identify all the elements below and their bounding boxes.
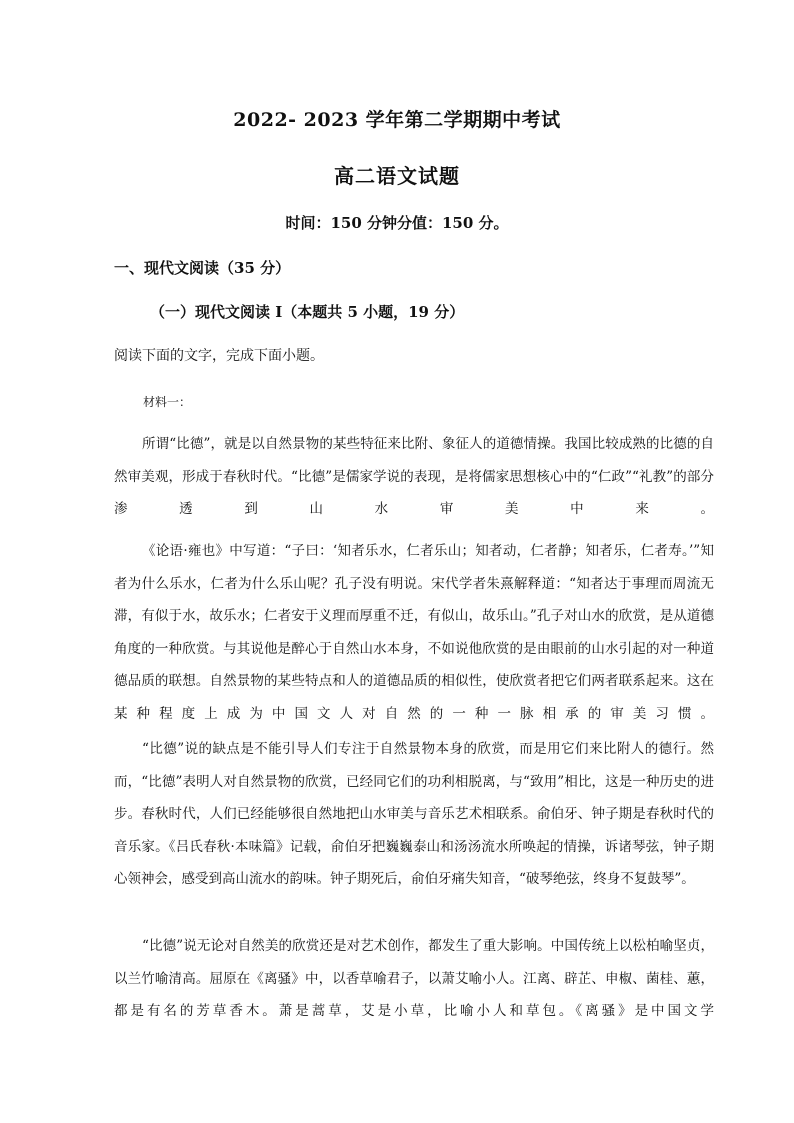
material-paragraph: “比德”说的缺点是不能引导人们专注于自然景物本身的欣赏，而是用它们来比附人的德行。然而，“比德”表明人对自然景物的欣赏，已经同它们的功利相脱离，与“致用”相比，这是一种历史的进步。春秋时代，人们已经能够很自然地把山水审美与音乐艺术相联系。俞伯牙、钟子期是春秋时代的音乐家。《吕氏春秋·本味篇》记载，俞伯牙把巍巍泰山和汤汤流水所唤起的情操，诉诸琴弦，钟子期心领神会，感受到高山流水的韵味。钟子期死后，俞伯牙痛失知音，“破琴绝弦，终身不复鼓琴”。 xyxy=(114,741,714,887)
material-paragraph: 《论语·雍也》中写道：“子曰：‘知者乐水，仁者乐山；知者动，仁者静；知者乐，仁者寿。’”知者为什么乐水，仁者为什么乐山呢？孔子没有明说。宋代学者朱熹解释道：“知者达于事理而周流无滞，有似于水，故乐水；仁者安于义理而厚重不迁，有似山，故乐山。”孔子对山水的欣赏，是从道德角度的一种欣赏。与其说他是醉心于自然山水本身，不如说他欣赏的是由眼前的山水引起的对一种道德品质的联想。自然景物的某些特点和人的道德品质的相似性，使欣赏者把它们两者联系起来。这在某种程度上成为中国文人对自然的一种一脉相承的审美习惯。 xyxy=(114,543,714,722)
exam-subject: 高二语文试题 xyxy=(334,164,460,188)
subsection-heading: （一）现代文阅读 I（本题共 5 小题，19 分） xyxy=(150,303,465,321)
section-heading: 一、现代文阅读（35 分） xyxy=(114,259,291,277)
material-paragraph: “比德”说无论对自然美的欣赏还是对艺术创作，都发生了重大影响。中国传统上以松柏喻坚贞，以兰竹喻清高。屈原在《离骚》中，以香草喻君子，以萧艾喻小人。江离、辟芷、申椒、菌桂、蕙，都是有名的芳草香木。萧是蒿草，艾是小草，比喻小人和草包。《离骚》是中国文学 xyxy=(114,938,714,1019)
material-label: 材料一： xyxy=(143,395,192,409)
material-paragraph: 所谓“比德”，就是以自然景物的某些特征来比附、象征人的道德情操。我国比较成熟的比德的自然审美观，形成于春秋时代。“比德”是儒家学说的表现，是将儒家思想核心中的“仁政”“礼教”的部分渗透到山水审美中来。 xyxy=(114,436,714,517)
reading-instructions: 阅读下面的文字，完成下面小题。 xyxy=(114,348,324,364)
exam-time-info: 时间：150 分钟分值：150 分。 xyxy=(285,214,509,232)
exam-title: 2022- 2023 学年第二学期期中考试 xyxy=(233,109,561,131)
